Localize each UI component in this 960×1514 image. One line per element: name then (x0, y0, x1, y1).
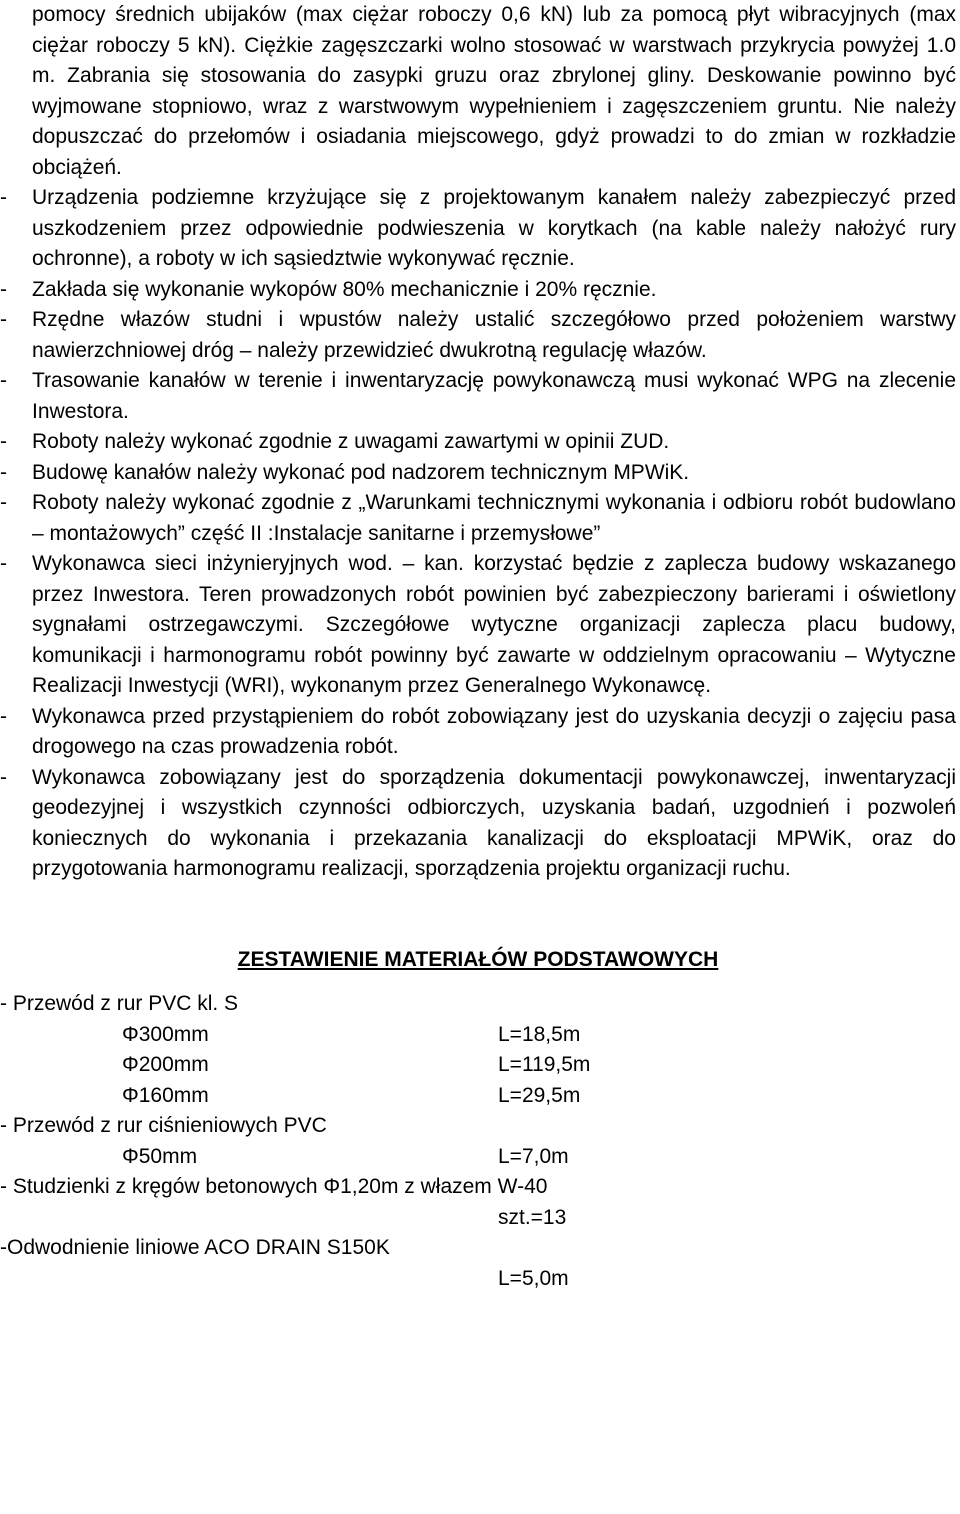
bullet-item (0, 549, 956, 702)
material-group-title: - Studzienki z kręgów betonowych Φ1,20m z włazem W-40 (0, 1175, 548, 1198)
bullet-text: Wykonawca zobowiązany jest do sporządzenia dokumentacji powykonawczej, inwentaryzacji geodezyjnej i wszystkich czynności odbiorczych, uzyskania badań, uzgodnień i pozwoleń koniecznych do wykonania i przekazania kanalizacji do eksploatacji MPWiK, oraz do przygotowania harmonogramu realizacji, sporządzenia projektu organizacji ruchu. (32, 765, 956, 880)
heading-spacer (0, 975, 960, 989)
material-length: L=18,5m (498, 1022, 581, 1046)
bullet-text: Roboty należy wykonać zgodnie z uwagami zawartymi w opinii ZUD. (32, 430, 670, 453)
bullet-dash: - (0, 491, 7, 514)
intro-paragraph: pomocy średnich ubijaków (max ciężar roboczy 0,6 kN) lub za pomocą płyt wibracyjnych (max ciężar roboczy 5 kN). Ciężkie zagęszczarki wolno stosować w warstwach przykrycia powyżej 1.0 m. Zabrania się stosowania do zasypki gruzu oraz zbrylonej gliny. Deskowanie powinno być wyjmowane stopniowo, wraz z warstwowym wypełnieniem i zagęszczeniem gruntu. Nie należy dopuszczać do przełomów i osiadania miejscowego, gdyż prowadzi to do zmian w rozkładzie obciążeń. (32, 3, 956, 179)
material-row (0, 1081, 960, 1112)
bullet-text: Urządzenia podziemne krzyżujące się z projektowanym kanałem należy zabezpieczyć przed uszkodzeniem przez odpowiednie podwieszenia w korytkach (na kable należy nałożyć rury ochronne), a roboty w ich sąsiedztwie wykonywać ręcznie. (32, 186, 956, 270)
material-size: Φ300mm (122, 1022, 209, 1046)
material-row (0, 1203, 960, 1234)
material-length: L=29,5m (498, 1083, 581, 1107)
bullet-dash: - (0, 369, 7, 392)
bullet-text: Zakłada się wykonanie wykopów 80% mechanicznie i 20% ręcznie. (32, 277, 657, 301)
material-size: Φ160mm (122, 1083, 209, 1107)
bullet-item (0, 275, 956, 306)
bullet-dash: - (0, 277, 7, 301)
material-row (0, 1142, 960, 1173)
bullet-dash: - (0, 186, 7, 209)
material-row (0, 1050, 960, 1081)
bullet-item (0, 488, 956, 549)
material-row (0, 1020, 960, 1051)
bullet-item (0, 702, 956, 763)
bullet-dash: - (0, 308, 7, 331)
bullet-item (0, 427, 956, 458)
bullet-text: Budowę kanałów należy wykonać pod nadzorem technicznym MPWiK. (32, 460, 690, 484)
bullet-item (0, 366, 956, 427)
section-spacer (0, 885, 960, 945)
material-size: Φ50mm (122, 1144, 198, 1168)
bullet-dash: - (0, 765, 7, 789)
bullet-text: Rzędne włazów studni i wpustów należy ustalić szczegółowo przed położeniem warstwy nawierzchniowej dróg – należy przewidzieć dwukrotną regulację włazów. (32, 308, 956, 362)
bullet-item (0, 305, 956, 366)
material-group-title: - Przewód z rur PVC kl. S (0, 992, 239, 1015)
materials-heading: ZESTAWIENIE MATERIAŁÓW PODSTAWOWYCH (237, 947, 719, 971)
material-group-title: - Przewód z rur ciśnieniowych PVC (0, 1114, 327, 1137)
bullet-text: Trasowanie kanałów w terenie i inwentaryzację powykonawczą musi wykonać WPG na zlecenie Inwestora. (32, 369, 956, 423)
bullet-dash: - (0, 552, 7, 575)
bullet-dash: - (0, 704, 7, 728)
material-size: Φ200mm (122, 1053, 209, 1076)
bullet-item (0, 763, 956, 885)
bullet-text: Wykonawca sieci inżynieryjnych wod. – kan. korzystać będzie z zaplecza budowy wskazanego przez Inwestora. Teren prowadzonych robót powinien być zabezpieczony barierami i oświetlony sygnałami ostrzegawczymi. Szczegółowe wytyczne organizacji zaplecza placu budowy, komunikacji i harmonogramu robót powinny być zawarte w oddzielnym opracowaniu – Wytyczne Realizacji Inwestycji (WRI), wykonanym przez Generalnego Wykonawcę. (32, 552, 956, 697)
bullet-item (0, 183, 956, 275)
bullet-dash: - (0, 430, 7, 453)
material-row (0, 1264, 960, 1295)
bullet-item (0, 458, 956, 489)
material-group-title: -Odwodnienie liniowe ACO DRAIN S150K (0, 1236, 390, 1259)
material-quantity: L=5,0m (498, 1266, 569, 1290)
material-length: L=119,5m (498, 1053, 591, 1076)
bullet-text: Wykonawca przed przystąpieniem do robót zobowiązany jest do uzyskania decyzji o zajęciu pasa drogowego na czas prowadzenia robót. (32, 704, 956, 758)
bullet-text: Roboty należy wykonać zgodnie z „Warunkami technicznymi wykonania i odbioru robót budowlano – montażowych” część II :Instalacje sanitarne i przemysłowe” (32, 491, 956, 545)
material-length: L=7,0m (498, 1144, 569, 1168)
material-quantity: szt.=13 (498, 1205, 567, 1229)
bullet-dash: - (0, 460, 7, 484)
